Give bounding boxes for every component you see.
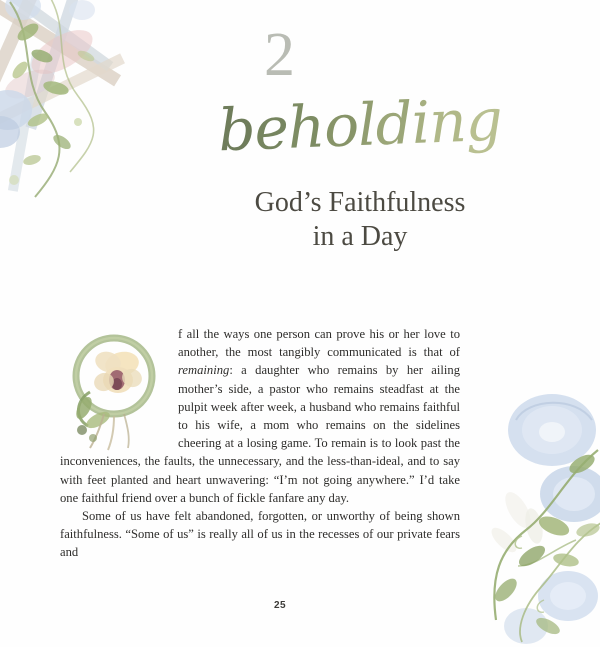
- chapter-subtitle-line-2: in a Day: [312, 221, 408, 253]
- paragraph-first: [60, 325, 460, 507]
- chapter-script-title: beholding: [217, 85, 503, 165]
- body-text-block: [60, 325, 460, 574]
- dropcap-spacer: [60, 325, 178, 437]
- page-number: 25: [273, 600, 287, 611]
- emphasized-word: remaining: [178, 363, 230, 378]
- paragraph-second: Some of us have felt abandoned, forgotten, or unworthy of being shown faithfulness. “Some of us” is really all of us in the recesses of our private fears and: [60, 509, 460, 560]
- chapter-number: 2: [264, 21, 296, 89]
- chapter-subtitle-line-1: God’s Faithfulness: [254, 187, 466, 218]
- chapter-subtitle: [160, 186, 560, 254]
- paragraph-first-text: f all the ways one person can prove his or her love to another, the most tangibly communicated is that of remaining: a daughter who remains by her ailing mother’s side, a pastor who remains steadfast at the pulpit week after week, a husband who remains faithful to his wife, a mom who remains on the sidelines cheering at a losing game. To remain is to look past the inconveniences, the faults, the unnecessary, and the less-than-ideal, and to say with feet planted and heart unwavering: “I’m not going anywhere.” I’d take one faithful friend over a bunch of fickle fanfare any day.: [60, 327, 460, 505]
